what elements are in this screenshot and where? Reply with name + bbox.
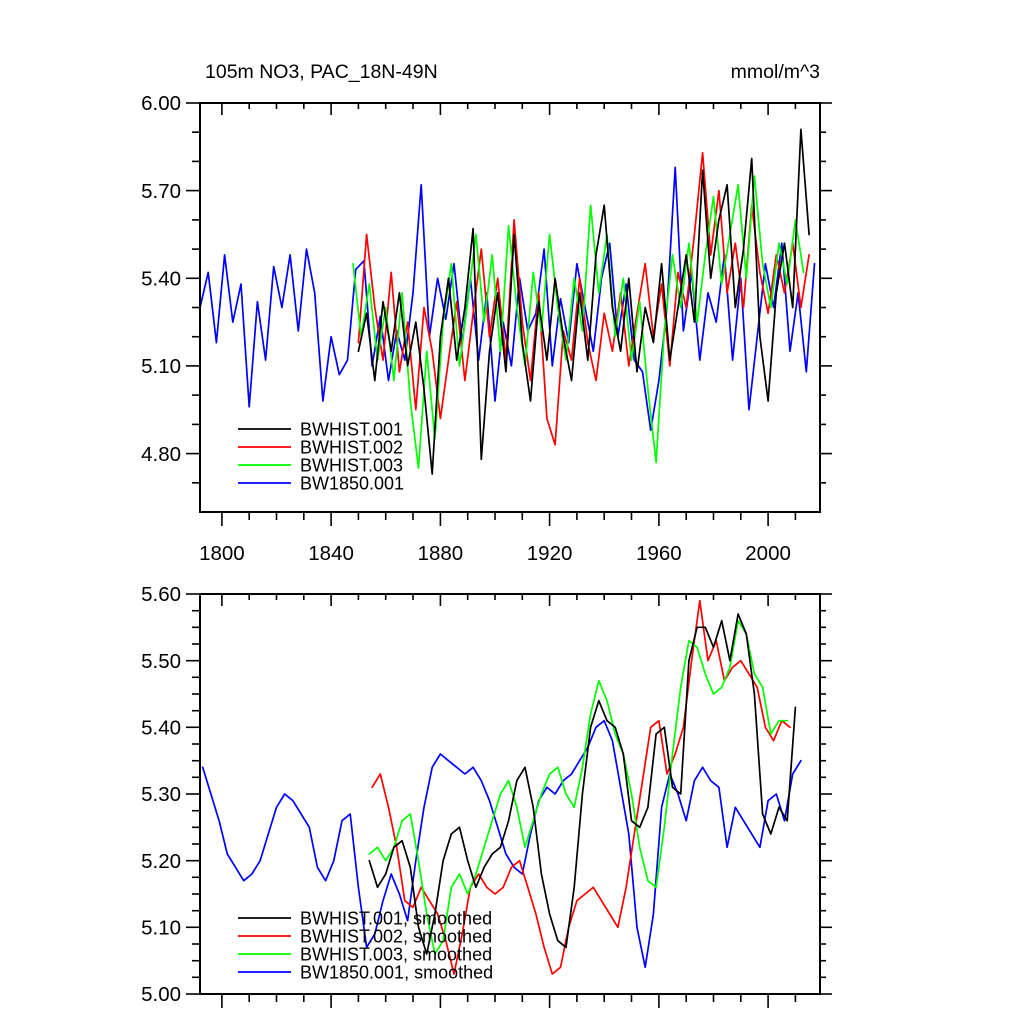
- legend-entry: [238, 419, 403, 439]
- y-tick-label: 5.40: [141, 267, 181, 291]
- legend-entry: [238, 455, 403, 475]
- legend-label: BWHIST.002: [300, 437, 404, 458]
- y-tick-label: 5.10: [141, 355, 181, 379]
- x-tick-label: 1840: [308, 542, 354, 565]
- legend-label: BWHIST.002, smoothed: [300, 926, 493, 947]
- x-tick-label: 1880: [417, 542, 464, 565]
- chart-units-label: mmol/m^3: [730, 61, 820, 83]
- bottom-panel: [141, 583, 832, 1008]
- legend-entry: [238, 908, 492, 928]
- legend-label: BW1850.001: [300, 473, 405, 494]
- legend-entry: [238, 944, 492, 964]
- legend-label: BWHIST.001, smoothed: [300, 908, 493, 929]
- y-tick-label: 5.70: [141, 179, 181, 203]
- legend-label: BWHIST.003: [300, 455, 404, 476]
- x-tick-label: 1960: [636, 542, 682, 565]
- y-tick-label: 5.20: [141, 849, 181, 873]
- y-tick-label: 5.60: [141, 583, 181, 607]
- x-tick-label: 2000: [745, 542, 791, 565]
- series-group: [203, 601, 801, 974]
- y-tick-label: 4.80: [141, 442, 181, 466]
- y-tick-label: 5.50: [141, 649, 181, 673]
- plot-frame: [200, 594, 820, 994]
- legend-label: BW1850.001, smoothed: [300, 962, 494, 983]
- series-group: [200, 129, 815, 474]
- legend-entry: [238, 473, 404, 493]
- y-tick-label: 5.30: [141, 783, 181, 807]
- legend-entry: [238, 962, 493, 982]
- chart-title: 105m NO3, PAC_18N-49N: [205, 61, 438, 83]
- legend-entry: [238, 926, 492, 946]
- y-tick-label: 5.10: [141, 916, 181, 940]
- y-tick-label: 6.00: [141, 92, 181, 116]
- x-tick-label: 1800: [199, 542, 245, 565]
- y-tick-label: 5.40: [141, 716, 181, 740]
- x-tick-label: 1920: [526, 542, 573, 565]
- legend-entry: [238, 437, 403, 457]
- legend-label: BWHIST.003, smoothed: [300, 944, 493, 965]
- series-line-BWHIST.001, smoothed: [369, 614, 795, 954]
- y-tick-label: 5.00: [141, 983, 181, 1007]
- legend-label: BWHIST.001: [300, 419, 404, 440]
- top-panel: [141, 92, 832, 565]
